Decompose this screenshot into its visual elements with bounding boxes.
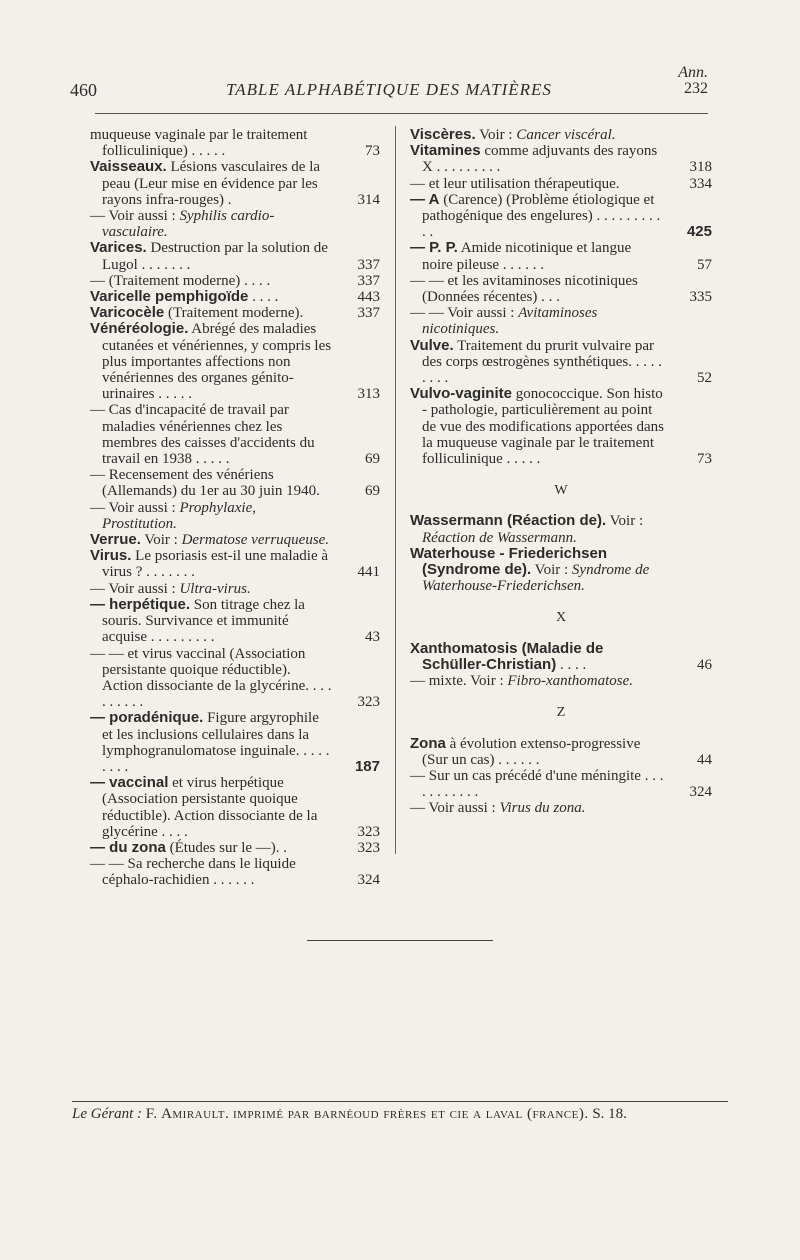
entry-text: — — Voir aussi : (410, 305, 519, 322)
entry-text: et virus herpétique (Association persistante quoique réductible). Action dissociante de la glycérine . . . . (102, 775, 318, 840)
entry-page-number: 69 (365, 483, 380, 500)
entry-cross-reference: Fibro-xanthomatose. (507, 673, 634, 690)
entry-cross-reference: Prophylaxie, Prostitution. (102, 499, 256, 532)
running-title: TABLE ALPHABÉTIQUE DES MATIÈRES (226, 80, 552, 99)
entry-keyword: Vulvo-vaginite (410, 385, 512, 403)
footer-rule (307, 940, 493, 941)
entry-page-number: 441 (357, 564, 380, 581)
entry-page-number: 73 (697, 451, 712, 468)
entry-keyword: Verrue. (90, 531, 141, 549)
entry-page-number: 443 (357, 289, 380, 306)
index-entry (90, 240, 380, 272)
entry-keyword: Viscères. (410, 126, 476, 143)
index-entry (410, 305, 712, 337)
index-entry (410, 513, 712, 545)
entry-text: Amide nicotinique et langue noire pileuse . . . . . . (422, 240, 632, 273)
entry-text: — — et les avitaminoses nicotiniques (Données récentes) . . . (410, 272, 638, 306)
entry-keyword: — du zona (90, 838, 166, 856)
entry-text: muqueuse vaginale par le traitement folliculinique) . . . . . (90, 127, 308, 160)
reference-number: 232 (684, 80, 708, 97)
section-letter-z: Z (556, 705, 566, 721)
entry-text: gonococcique. Son histo - pathologie, particulièrement au point de vue des modifications apportées dans la muqueuse vaginale par le traitement folliculinique . . . . . (422, 386, 665, 468)
entry-text: Lésions vasculaires de la peau (Leur mise en évidence par les rayons infra-rouges) . (102, 159, 321, 208)
entry-page-number: 73 (365, 143, 380, 160)
entry-keyword: Vaisseaux. (90, 158, 167, 176)
entry-keyword: — herpétique. (90, 595, 191, 613)
imprint-rule (72, 1101, 728, 1102)
entry-page-number: 324 (689, 784, 712, 801)
v-entries (410, 127, 712, 467)
entry-page-number: 52 (697, 370, 712, 387)
x-entries (410, 641, 712, 690)
entry-text: Le psoriasis est-il une maladie à virus ? . . . . . . . (102, 548, 329, 581)
index-entry (410, 127, 712, 143)
entry-text: — (Traitement moderne) . . . . (90, 272, 271, 289)
entry-keyword: — P. P. (410, 239, 458, 257)
index-entry (90, 597, 380, 646)
entry-page-number: 69 (365, 451, 380, 468)
entry-text: — Voir aussi : (410, 800, 500, 817)
entry-cross-reference: Syndrome de Waterhouse-Friederichsen. (422, 562, 650, 595)
entry-page-number: 337 (357, 272, 380, 289)
entry-cross-reference: Virus du zona. (499, 800, 586, 817)
entry-page-number: 57 (697, 256, 712, 273)
index-entry (410, 546, 712, 595)
entry-keyword: — poradénique. (90, 709, 204, 727)
index-entry (410, 192, 712, 241)
index-entry (410, 386, 712, 467)
index-entry (90, 500, 380, 532)
entry-text: — — Sa recherche dans le liquide céphalo-rachidien . . . . . . (90, 856, 296, 889)
index-entry (90, 532, 380, 548)
entry-text: — Recensement des vénériens (Allemands) du 1er au 30 juin 1940. (90, 467, 320, 500)
index-entry (90, 581, 380, 597)
entry-page-number: 324 (357, 872, 380, 889)
entry-text: (Traitement moderne). (164, 305, 304, 322)
index-entry (410, 143, 712, 175)
index-entry (410, 338, 712, 387)
index-entry (410, 736, 712, 768)
entry-text: — Voir aussi : (90, 208, 180, 225)
index-entry (410, 800, 712, 816)
entry-keyword: — A (410, 190, 440, 208)
index-entry (90, 208, 380, 240)
entry-page-number: 425 (686, 223, 712, 241)
entry-keyword: Xanthomatosis (Maladie de Schüller-Christian) (410, 639, 604, 673)
imprint-line (72, 1106, 627, 1123)
entry-page-number: 323 (357, 823, 380, 840)
entry-keyword: Vulve. (410, 336, 454, 354)
entry-keyword: Vitamines (410, 142, 481, 160)
entry-page-number: 314 (357, 191, 380, 208)
index-entry (410, 273, 712, 305)
entry-page-number: 43 (365, 629, 380, 646)
entry-text: Son titrage chez la souris. Survivance et immunité acquise . . . . . . . . . (102, 596, 305, 646)
entry-text: Destruction par la solution de Lugol . . . . . . . (102, 240, 328, 273)
entry-text: — mixte. Voir : (410, 673, 508, 690)
entry-page-number: 44 (697, 751, 712, 768)
entry-keyword: Waterhouse - Friederichsen (Syndrome de). (410, 544, 607, 579)
entry-text: comme adjuvants des rayons X . . . . . . . . . (422, 143, 658, 176)
entry-cross-reference: Cancer viscéral. (516, 127, 616, 143)
index-entry (90, 710, 380, 775)
entry-text: Traitement du prurit vulvaire par des corps œstrogènes synthétiques. . . . . . . . . (422, 337, 662, 387)
entry-page-number: 337 (357, 256, 380, 273)
z-entries (410, 736, 712, 817)
index-entry (410, 176, 712, 192)
entry-cross-reference: Avitaminoses nicotiniques. (422, 305, 598, 338)
entry-text: Abrégé des maladies cutanées et vénériennes, y compris les plus importantes affections non vénériennes des organes génito-urinaires . . . . . (102, 321, 332, 403)
entry-page-number: 334 (689, 175, 712, 192)
gerant-name: F. Amirault. (145, 1106, 230, 1122)
entry-page-number: 318 (689, 159, 712, 176)
entry-text: (Carence) (Problème étiologique et pathogénique des engelures) . . . . . . . . . . . (422, 191, 661, 241)
index-entry (410, 768, 712, 800)
index-entry (90, 548, 380, 580)
entry-cross-reference: Dermatose verruqueuse. (181, 532, 330, 549)
annotation-label: Ann. (678, 64, 708, 81)
entry-keyword: Varices. (90, 239, 147, 257)
section-letter-w: W (554, 483, 568, 499)
index-entry (90, 467, 380, 499)
entry-keyword: Varicocèle (90, 304, 165, 322)
entry-text: Voir : (531, 562, 572, 579)
entry-page-number: 323 (357, 694, 380, 711)
entry-text: (Études sur le —). . (165, 839, 288, 856)
entry-page-number: 323 (357, 839, 380, 856)
index-entry (90, 856, 380, 888)
index-entry (90, 127, 380, 159)
index-entry (90, 840, 380, 856)
right-column (410, 127, 712, 817)
section-letter-x: X (555, 610, 567, 626)
gerant-label: Le Gérant : (72, 1106, 142, 1122)
entry-keyword: Wassermann (Réaction de). (410, 512, 607, 530)
entry-text: Figure argyrophile et les inclusions cellulaires dans la lymphogranulomatose inguinale. . . . . . . . . (102, 710, 330, 775)
entry-text: — Cas d'incapacité de travail par maladies vénériennes chez les membres des caisses d'accidents du travail en 1938 . . . . . (90, 402, 315, 468)
entry-keyword: Zona (410, 734, 446, 752)
index-entry (90, 305, 380, 321)
page-header (70, 80, 708, 104)
entry-page-number: 337 (357, 305, 380, 322)
index-entry (90, 321, 380, 402)
entry-keyword: — vaccinal (90, 774, 169, 792)
entry-text: — Voir aussi : (90, 499, 180, 516)
index-entry (90, 646, 380, 711)
left-column (90, 127, 380, 889)
entry-text: . . . . (556, 656, 587, 673)
index-entry (90, 273, 380, 289)
index-entry (410, 240, 712, 272)
entry-keyword: Virus. (90, 547, 132, 565)
sheet-signature: S. 18. (592, 1106, 627, 1122)
entry-text: . . . . (248, 289, 279, 306)
w-entries (410, 513, 712, 594)
entry-cross-reference: Ultra-virus. (179, 580, 251, 597)
entry-cross-reference: Syphilis cardio-vasculaire. (102, 208, 275, 241)
entry-page-number: 187 (354, 757, 380, 775)
entry-text: Voir : (606, 513, 644, 530)
entry-keyword: Varicelle pemphigoïde (90, 288, 249, 306)
entry-page-number: 313 (357, 386, 380, 403)
header-rule (95, 113, 708, 114)
entry-cross-reference: Réaction de Wassermann. (422, 529, 577, 546)
page-number: 460 (70, 80, 97, 100)
index-entry (90, 775, 380, 840)
entry-text: à évolution extenso-progressive (Sur un cas) . . . . . . (422, 735, 641, 768)
index-entry (410, 673, 712, 689)
index-entry (90, 402, 380, 467)
index-entry (90, 289, 380, 305)
entry-page-number: 335 (689, 289, 712, 306)
entry-text: — Voir aussi : (90, 580, 180, 597)
column-divider (395, 126, 396, 854)
entry-text: Voir : (140, 532, 182, 549)
entry-text: — Sur un cas précédé d'une méningite . . . . . . . . . . . (410, 767, 664, 801)
entry-text: — et leur utilisation thérapeutique. (410, 175, 620, 192)
index-entry (90, 159, 380, 208)
entry-text: Voir : (475, 127, 517, 143)
printer-info: imprimé par barnéoud frères et cie a laval (france). (233, 1106, 589, 1122)
entry-page-number: 46 (697, 656, 712, 673)
entry-keyword: Vénéréologie. (90, 320, 189, 338)
index-entry (410, 641, 712, 673)
entry-text: — — et virus vaccinal (Association persistante quoique réductible). Action dissociante de la glycérine. . . . . . . . . . (90, 645, 332, 711)
